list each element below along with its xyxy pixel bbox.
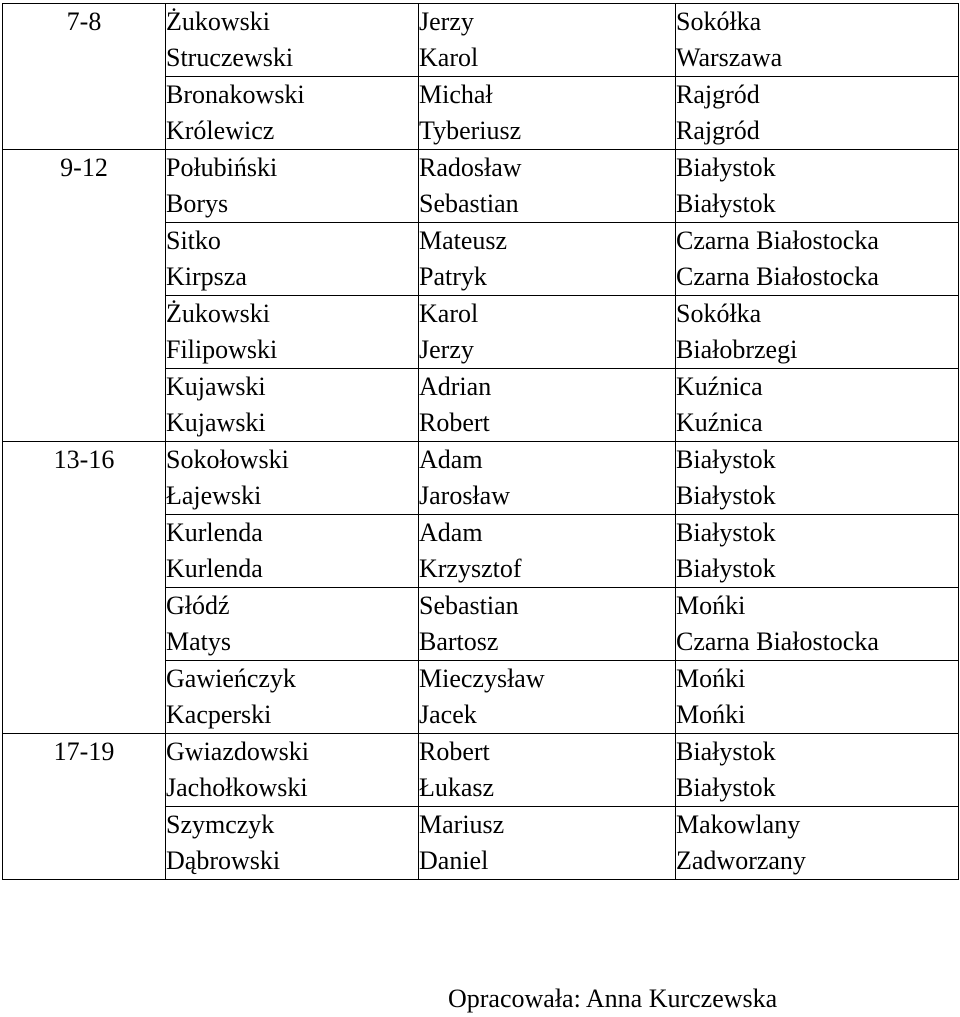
surname: Sokołowski — [166, 445, 289, 474]
first-name: Patryk — [419, 262, 487, 291]
city: Kuźnica — [676, 408, 763, 437]
surname: Gwiazdowski — [166, 737, 309, 766]
first-name: Mariusz — [419, 810, 505, 839]
place-cell — [3, 150, 166, 442]
city-cell — [676, 223, 959, 296]
city: Zadworzany — [676, 846, 806, 875]
city: Mońki — [676, 700, 746, 729]
city: Białystok — [676, 773, 776, 802]
city: Czarna Białostocka — [676, 226, 879, 255]
city-cell — [676, 588, 959, 661]
surname-cell — [166, 296, 419, 369]
first-name: Sebastian — [419, 591, 519, 620]
first-name: Tyberiusz — [419, 116, 522, 145]
city: Białystok — [676, 737, 776, 766]
place-cell — [3, 4, 166, 150]
first-name: Michał — [419, 80, 493, 109]
city: Makowlany — [676, 810, 801, 839]
surname: Żukowski — [166, 299, 270, 328]
surname: Matys — [166, 627, 231, 656]
first-name-cell — [419, 807, 676, 880]
first-name: Adam — [419, 518, 483, 547]
city-cell — [676, 150, 959, 223]
surname: Łajewski — [166, 481, 262, 510]
surname: Struczewski — [166, 43, 294, 72]
place-cell — [3, 734, 166, 880]
first-name-cell — [419, 4, 676, 77]
surname-cell — [166, 369, 419, 442]
first-name-cell — [419, 588, 676, 661]
first-name-cell — [419, 150, 676, 223]
first-name: Łukasz — [419, 773, 495, 802]
city: Białobrzegi — [676, 335, 798, 364]
city-cell — [676, 807, 959, 880]
first-name-cell — [419, 369, 676, 442]
surname: Królewicz — [166, 116, 275, 145]
city: Mońki — [676, 664, 746, 693]
first-name-cell — [419, 661, 676, 734]
surname-cell — [166, 150, 419, 223]
first-name: Bartosz — [419, 627, 499, 656]
city: Białystok — [676, 189, 776, 218]
place-cell — [3, 442, 166, 734]
surname: Kacperski — [166, 700, 272, 729]
surname: Kirpsza — [166, 262, 247, 291]
table-row — [3, 150, 959, 223]
city: Białystok — [676, 518, 776, 547]
surname-cell — [166, 588, 419, 661]
surname: Głódź — [166, 591, 230, 620]
city-cell — [676, 369, 959, 442]
city-cell — [676, 442, 959, 515]
first-name-cell — [419, 515, 676, 588]
first-name: Karol — [419, 299, 479, 328]
city: Kuźnica — [676, 372, 763, 401]
city: Białystok — [676, 554, 776, 583]
city: Białystok — [676, 445, 776, 474]
results-table — [2, 3, 959, 880]
surname-cell — [166, 223, 419, 296]
first-name: Robert — [419, 408, 490, 437]
table-row — [3, 734, 959, 807]
first-name: Daniel — [419, 846, 489, 875]
author-credit: Opracowała: Anna Kurczewska — [448, 984, 778, 1013]
first-name-cell — [419, 223, 676, 296]
surname: Borys — [166, 189, 229, 218]
first-name: Jarosław — [419, 481, 510, 510]
city-cell — [676, 515, 959, 588]
surname: Żukowski — [166, 7, 270, 36]
city: Mońki — [676, 591, 746, 620]
surname-cell — [166, 734, 419, 807]
first-name: Jerzy — [419, 7, 474, 36]
surname: Filipowski — [166, 335, 278, 364]
city: Warszawa — [676, 43, 783, 72]
first-name-cell — [419, 734, 676, 807]
table-row — [3, 442, 959, 515]
place-label: 13-16 — [53, 445, 115, 474]
surname: Kujawski — [166, 408, 266, 437]
table-row — [3, 4, 959, 77]
city: Sokółka — [676, 299, 762, 328]
first-name: Jerzy — [419, 335, 474, 364]
first-name-cell — [419, 77, 676, 150]
surname-cell — [166, 807, 419, 880]
surname: Sitko — [166, 226, 221, 255]
city-cell — [676, 4, 959, 77]
surname-cell — [166, 515, 419, 588]
first-name: Mateusz — [419, 226, 508, 255]
surname: Bronakowski — [166, 80, 305, 109]
surname-cell — [166, 442, 419, 515]
surname: Połubiński — [166, 153, 278, 182]
surname: Kujawski — [166, 372, 266, 401]
city-cell — [676, 661, 959, 734]
city: Rajgród — [676, 116, 760, 145]
first-name: Radosław — [419, 153, 522, 182]
surname: Gawieńczyk — [166, 664, 296, 693]
city: Czarna Białostocka — [676, 627, 879, 656]
first-name: Jacek — [419, 700, 477, 729]
first-name-cell — [419, 296, 676, 369]
results-table-body — [3, 4, 959, 880]
first-name: Robert — [419, 737, 490, 766]
first-name-cell — [419, 442, 676, 515]
place-label: 9-12 — [60, 153, 108, 182]
first-name: Karol — [419, 43, 479, 72]
surname-cell — [166, 77, 419, 150]
city: Białystok — [676, 153, 776, 182]
surname: Kurlenda — [166, 554, 263, 583]
surname: Szymczyk — [166, 810, 275, 839]
surname-cell — [166, 4, 419, 77]
place-label: 7-8 — [66, 7, 102, 36]
first-name: Mieczysław — [419, 664, 545, 693]
surname: Dąbrowski — [166, 846, 281, 875]
first-name: Sebastian — [419, 189, 519, 218]
surname: Kurlenda — [166, 518, 263, 547]
city-cell — [676, 296, 959, 369]
city: Sokółka — [676, 7, 762, 36]
surname-cell — [166, 661, 419, 734]
city-cell — [676, 734, 959, 807]
surname: Jachołkowski — [166, 773, 308, 802]
first-name: Krzysztof — [419, 554, 522, 583]
city: Białystok — [676, 481, 776, 510]
first-name: Adrian — [419, 372, 492, 401]
city: Rajgród — [676, 80, 760, 109]
first-name: Adam — [419, 445, 483, 474]
city-cell — [676, 77, 959, 150]
place-label: 17-19 — [53, 737, 115, 766]
city: Czarna Białostocka — [676, 262, 879, 291]
